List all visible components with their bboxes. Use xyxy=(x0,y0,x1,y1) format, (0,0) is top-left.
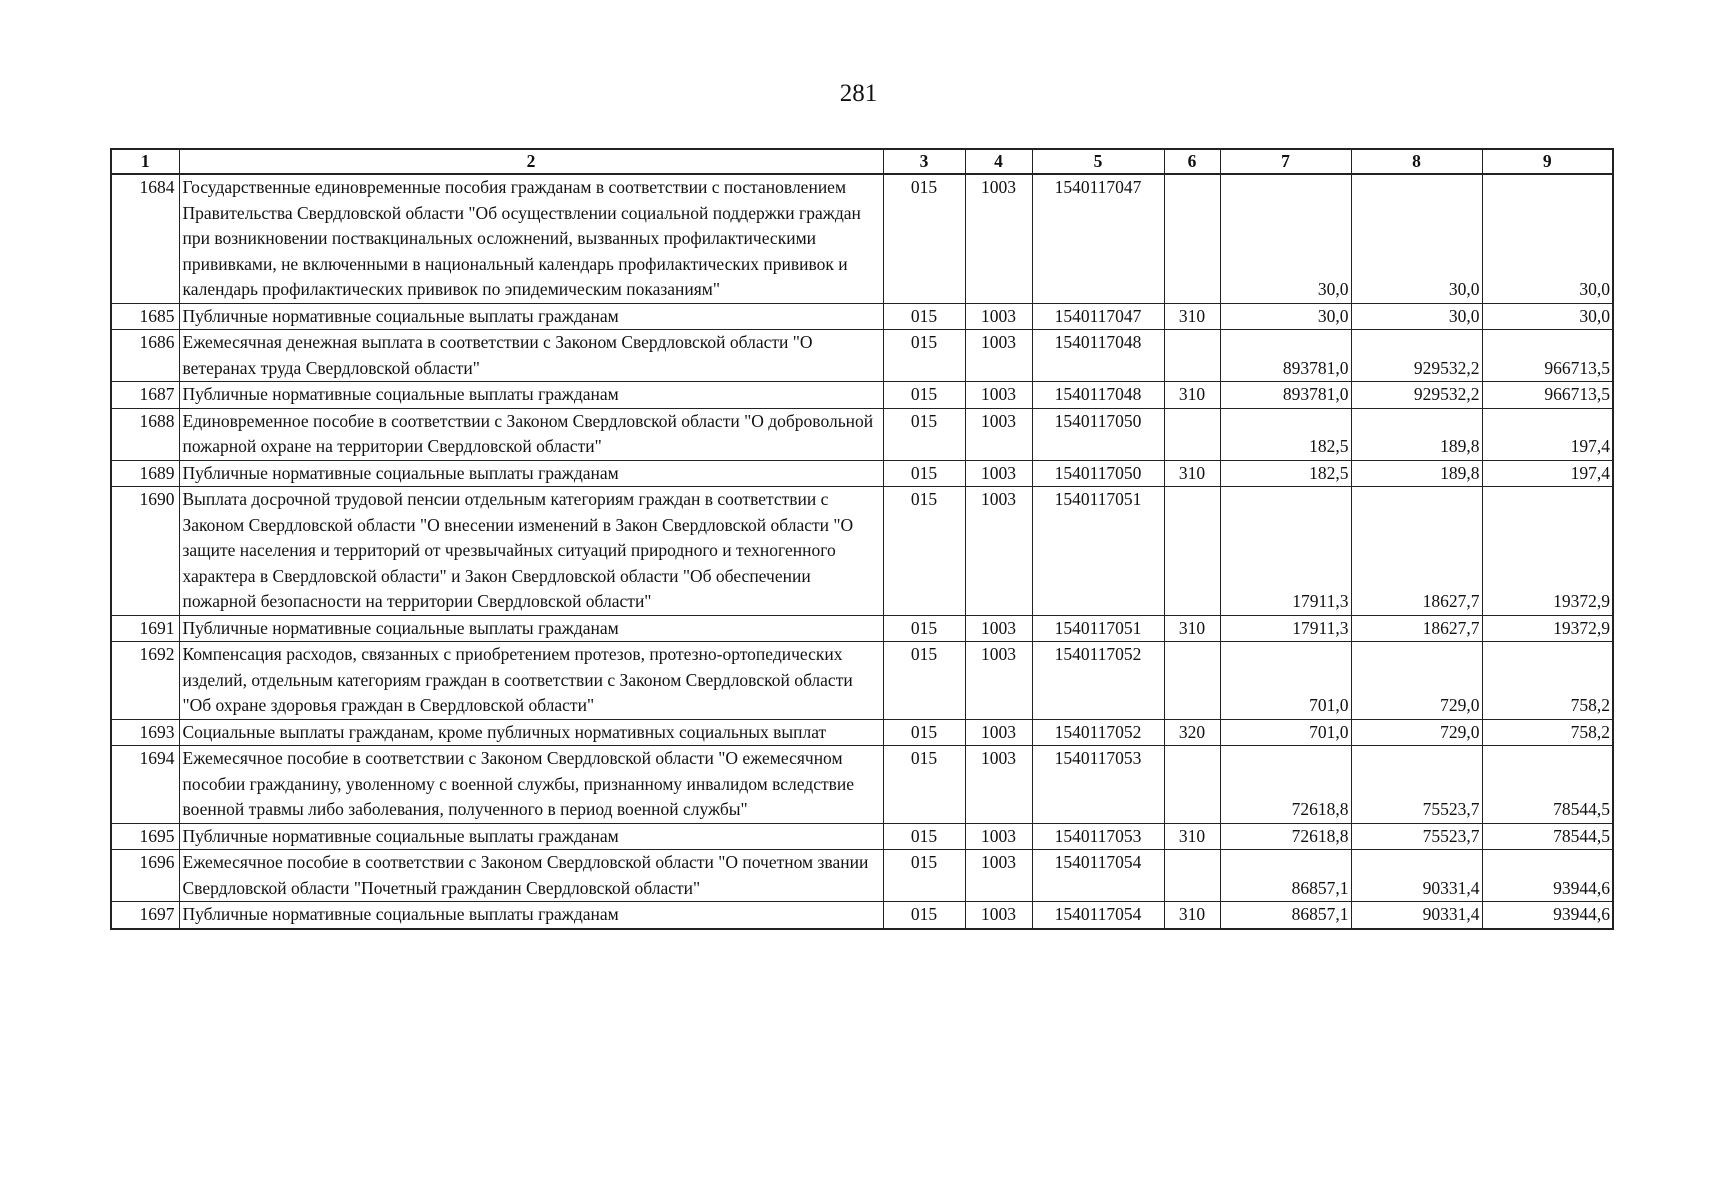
table-body xyxy=(111,174,1613,929)
expense-type-code: 310 xyxy=(1164,615,1220,642)
section-code: 1003 xyxy=(965,746,1032,824)
amount-col-8: 75523,7 xyxy=(1351,746,1482,824)
expense-type-code: 310 xyxy=(1164,303,1220,330)
amount-col-8: 189,8 xyxy=(1351,460,1482,487)
ministry-code: 015 xyxy=(883,460,965,487)
amount-col-9: 78544,5 xyxy=(1482,823,1613,850)
amount-col-9: 93944,6 xyxy=(1482,902,1613,929)
ministry-code: 015 xyxy=(883,823,965,850)
row-number: 1687 xyxy=(111,382,179,409)
amount-col-9: 19372,9 xyxy=(1482,615,1613,642)
amount-col-7: 72618,8 xyxy=(1220,746,1351,824)
row-number: 1691 xyxy=(111,615,179,642)
table-header-row xyxy=(111,149,1613,174)
target-code: 1540117053 xyxy=(1032,823,1164,850)
amount-col-8: 729,0 xyxy=(1351,642,1482,720)
row-number: 1689 xyxy=(111,460,179,487)
section-code: 1003 xyxy=(965,382,1032,409)
amount-col-8: 75523,7 xyxy=(1351,823,1482,850)
section-code: 1003 xyxy=(965,642,1032,720)
amount-col-9: 30,0 xyxy=(1482,174,1613,303)
amount-col-8: 18627,7 xyxy=(1351,487,1482,616)
amount-col-9: 197,4 xyxy=(1482,460,1613,487)
amount-col-7: 182,5 xyxy=(1220,408,1351,460)
section-code: 1003 xyxy=(965,487,1032,616)
amount-col-8: 30,0 xyxy=(1351,303,1482,330)
expense-type-code: 310 xyxy=(1164,460,1220,487)
expense-type-code: 310 xyxy=(1164,823,1220,850)
table-row xyxy=(111,487,1613,616)
header-cell: 1 xyxy=(111,149,179,174)
target-code: 1540117050 xyxy=(1032,408,1164,460)
expense-type-code: 310 xyxy=(1164,902,1220,929)
header-cell: 4 xyxy=(965,149,1032,174)
header-cell: 6 xyxy=(1164,149,1220,174)
section-code: 1003 xyxy=(965,615,1032,642)
amount-col-7: 701,0 xyxy=(1220,642,1351,720)
section-code: 1003 xyxy=(965,330,1032,382)
amount-col-9: 78544,5 xyxy=(1482,746,1613,824)
row-number: 1688 xyxy=(111,408,179,460)
table-row xyxy=(111,330,1613,382)
table-row xyxy=(111,303,1613,330)
section-code: 1003 xyxy=(965,460,1032,487)
ministry-code: 015 xyxy=(883,746,965,824)
row-name: Социальные выплаты гражданам, кроме публичных нормативных социальных выплат xyxy=(179,719,883,746)
amount-col-7: 72618,8 xyxy=(1220,823,1351,850)
table-row xyxy=(111,642,1613,720)
section-code: 1003 xyxy=(965,408,1032,460)
ministry-code: 015 xyxy=(883,303,965,330)
header-cell: 9 xyxy=(1482,149,1613,174)
amount-col-8: 30,0 xyxy=(1351,174,1482,303)
amount-col-7: 893781,0 xyxy=(1220,382,1351,409)
amount-col-7: 30,0 xyxy=(1220,303,1351,330)
target-code: 1540117054 xyxy=(1032,902,1164,929)
row-number: 1685 xyxy=(111,303,179,330)
expense-type-code xyxy=(1164,487,1220,616)
target-code: 1540117047 xyxy=(1032,303,1164,330)
row-name: Ежемесячная денежная выплата в соответствии с Законом Свердловской области "О ветеранах труда Свердловской области" xyxy=(179,330,883,382)
amount-col-8: 929532,2 xyxy=(1351,330,1482,382)
row-name: Публичные нормативные социальные выплаты гражданам xyxy=(179,823,883,850)
table-row xyxy=(111,615,1613,642)
table-row xyxy=(111,746,1613,824)
expense-type-code xyxy=(1164,174,1220,303)
amount-col-8: 929532,2 xyxy=(1351,382,1482,409)
row-name: Ежемесячное пособие в соответствии с Законом Свердловской области "О ежемесячном пособии гражданину, уволенному с военной службы, признанному инвалидом вследствие военной травмы либо заболевания, полученного в период военной службы" xyxy=(179,746,883,824)
row-name: Публичные нормативные социальные выплаты гражданам xyxy=(179,902,883,929)
ministry-code: 015 xyxy=(883,615,965,642)
amount-col-7: 701,0 xyxy=(1220,719,1351,746)
table-row xyxy=(111,174,1613,303)
expense-type-code xyxy=(1164,642,1220,720)
amount-col-8: 90331,4 xyxy=(1351,850,1482,902)
row-number: 1697 xyxy=(111,902,179,929)
amount-col-9: 93944,6 xyxy=(1482,850,1613,902)
row-number: 1693 xyxy=(111,719,179,746)
amount-col-8: 18627,7 xyxy=(1351,615,1482,642)
expense-type-code xyxy=(1164,330,1220,382)
expense-type-code xyxy=(1164,746,1220,824)
ministry-code: 015 xyxy=(883,408,965,460)
target-code: 1540117052 xyxy=(1032,719,1164,746)
expense-type-code xyxy=(1164,850,1220,902)
section-code: 1003 xyxy=(965,303,1032,330)
amount-col-7: 17911,3 xyxy=(1220,615,1351,642)
amount-col-8: 729,0 xyxy=(1351,719,1482,746)
row-number: 1695 xyxy=(111,823,179,850)
row-name: Ежемесячное пособие в соответствии с Законом Свердловской области "О почетном звании Свердловской области "Почетный гражданин Свердловской области" xyxy=(179,850,883,902)
row-number: 1692 xyxy=(111,642,179,720)
ministry-code: 015 xyxy=(883,487,965,616)
target-code: 1540117050 xyxy=(1032,460,1164,487)
table-row xyxy=(111,719,1613,746)
section-code: 1003 xyxy=(965,823,1032,850)
amount-col-7: 182,5 xyxy=(1220,460,1351,487)
amount-col-7: 86857,1 xyxy=(1220,902,1351,929)
amount-col-9: 966713,5 xyxy=(1482,330,1613,382)
row-name: Публичные нормативные социальные выплаты гражданам xyxy=(179,615,883,642)
budget-table xyxy=(110,148,1614,930)
expense-type-code: 310 xyxy=(1164,382,1220,409)
table-row xyxy=(111,850,1613,902)
row-number: 1690 xyxy=(111,487,179,616)
amount-col-7: 17911,3 xyxy=(1220,487,1351,616)
target-code: 1540117047 xyxy=(1032,174,1164,303)
ministry-code: 015 xyxy=(883,642,965,720)
row-name: Выплата досрочной трудовой пенсии отдельным категориям граждан в соответствии с Законом Свердловской области "О внесении изменений в Закон Свердловской области "О защите населения и территорий от чрезвычайных ситуаций природного и техногенного характера в Свердловской области" и Закон Свердловской области "Об обеспечении пожарной безопасности на территории Свердловской области" xyxy=(179,487,883,616)
ministry-code: 015 xyxy=(883,330,965,382)
amount-col-9: 758,2 xyxy=(1482,642,1613,720)
section-code: 1003 xyxy=(965,719,1032,746)
amount-col-9: 758,2 xyxy=(1482,719,1613,746)
row-number: 1696 xyxy=(111,850,179,902)
amount-col-8: 189,8 xyxy=(1351,408,1482,460)
ministry-code: 015 xyxy=(883,382,965,409)
amount-col-7: 30,0 xyxy=(1220,174,1351,303)
ministry-code: 015 xyxy=(883,174,965,303)
row-number: 1694 xyxy=(111,746,179,824)
table-row xyxy=(111,902,1613,929)
row-name: Публичные нормативные социальные выплаты гражданам xyxy=(179,303,883,330)
row-number: 1684 xyxy=(111,174,179,303)
amount-col-9: 197,4 xyxy=(1482,408,1613,460)
amount-col-9: 966713,5 xyxy=(1482,382,1613,409)
target-code: 1540117051 xyxy=(1032,487,1164,616)
target-code: 1540117048 xyxy=(1032,382,1164,409)
header-cell: 5 xyxy=(1032,149,1164,174)
amount-col-9: 30,0 xyxy=(1482,303,1613,330)
target-code: 1540117048 xyxy=(1032,330,1164,382)
section-code: 1003 xyxy=(965,850,1032,902)
table-row xyxy=(111,460,1613,487)
amount-col-8: 90331,4 xyxy=(1351,902,1482,929)
target-code: 1540117053 xyxy=(1032,746,1164,824)
target-code: 1540117052 xyxy=(1032,642,1164,720)
target-code: 1540117054 xyxy=(1032,850,1164,902)
expense-type-code xyxy=(1164,408,1220,460)
row-name: Государственные единовременные пособия гражданам в соответствии с постановлением Правительства Свердловской области "Об осуществлении социальной поддержки граждан при возникновении поствакцинальных осложнений, вызванных профилактическими прививками, не включенными в национальный календарь профилактических прививок и календарь профилактических прививок по эпидемическим показаниям" xyxy=(179,174,883,303)
amount-col-7: 893781,0 xyxy=(1220,330,1351,382)
header-cell: 7 xyxy=(1220,149,1351,174)
target-code: 1540117051 xyxy=(1032,615,1164,642)
header-cell: 2 xyxy=(179,149,883,174)
row-name: Публичные нормативные социальные выплаты гражданам xyxy=(179,460,883,487)
row-name: Компенсация расходов, связанных с приобретением протезов, протезно-ортопедических изделий, отдельным категориям граждан в соответствии с Законом Свердловской области "Об охране здоровья граждан в Свердловской области" xyxy=(179,642,883,720)
page-number: 281 xyxy=(839,80,878,107)
section-code: 1003 xyxy=(965,902,1032,929)
ministry-code: 015 xyxy=(883,850,965,902)
amount-col-7: 86857,1 xyxy=(1220,850,1351,902)
table-row xyxy=(111,823,1613,850)
table-row xyxy=(111,382,1613,409)
table-row xyxy=(111,408,1613,460)
expense-type-code: 320 xyxy=(1164,719,1220,746)
ministry-code: 015 xyxy=(883,719,965,746)
row-name: Единовременное пособие в соответствии с Законом Свердловской области "О добровольной пожарной охране на территории Свердловской области" xyxy=(179,408,883,460)
ministry-code: 015 xyxy=(883,902,965,929)
amount-col-9: 19372,9 xyxy=(1482,487,1613,616)
row-name: Публичные нормативные социальные выплаты гражданам xyxy=(179,382,883,409)
row-number: 1686 xyxy=(111,330,179,382)
header-cell: 8 xyxy=(1351,149,1482,174)
section-code: 1003 xyxy=(965,174,1032,303)
header-cell: 3 xyxy=(883,149,965,174)
